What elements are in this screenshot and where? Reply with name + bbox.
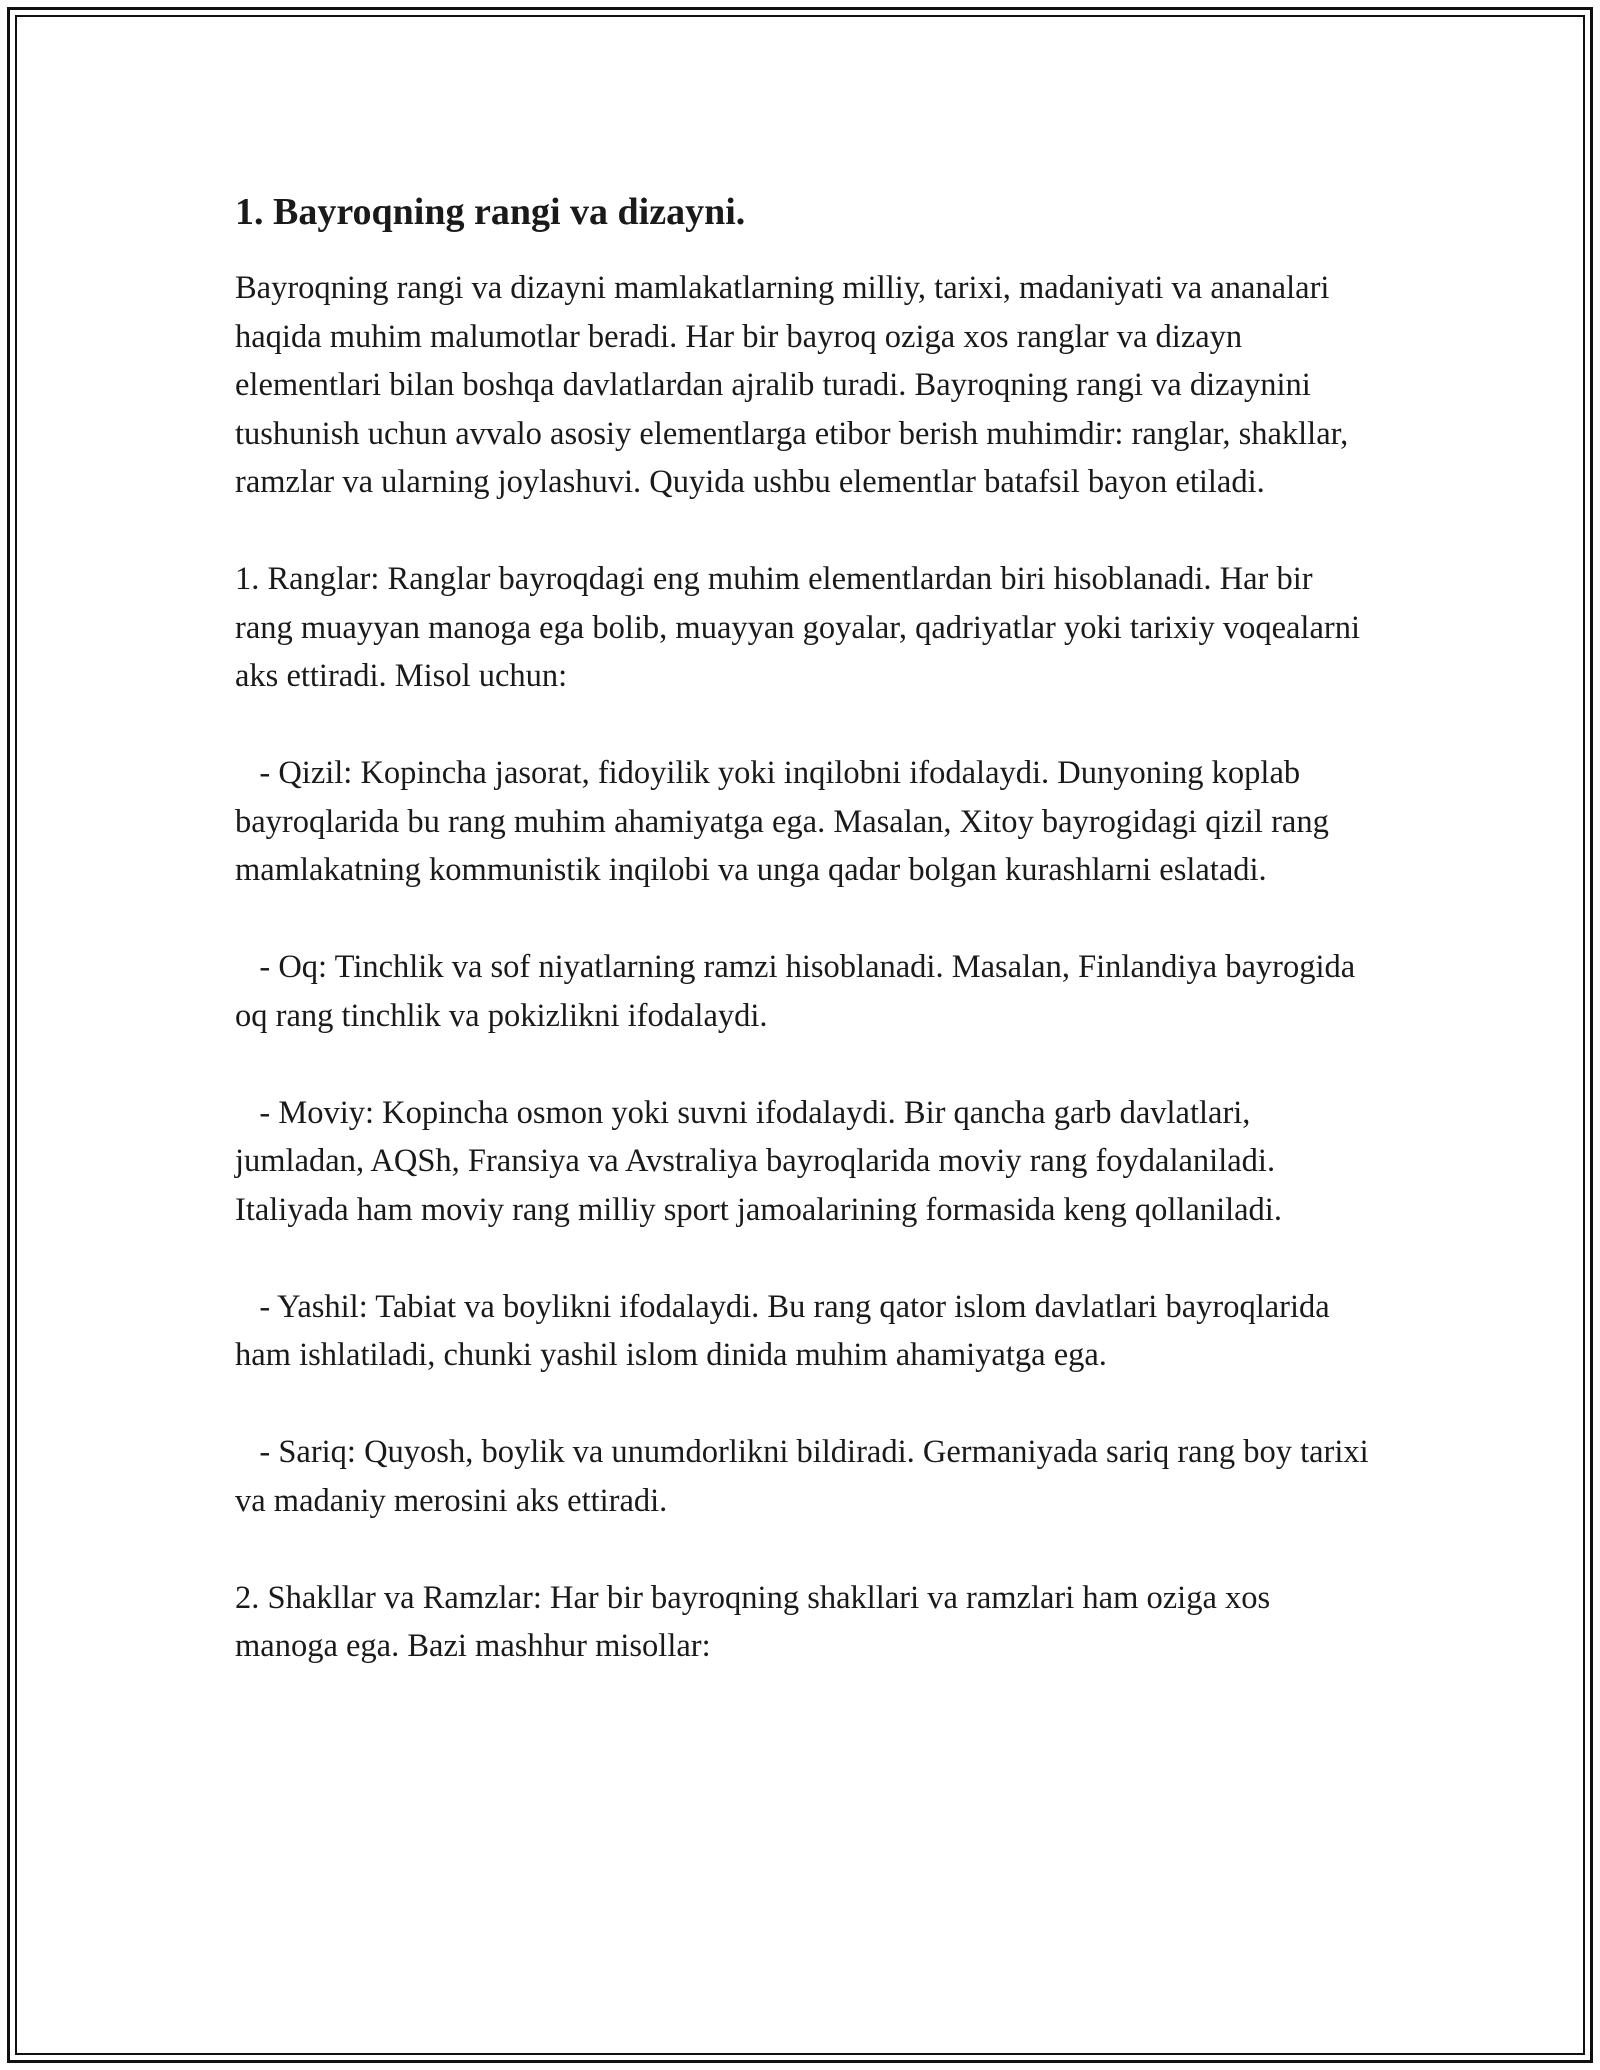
intro-paragraph: Bayroqning rangi va dizayni mamlakatlarning milliy, tarixi, madaniyati va ananalari haqida muhim malumotlar beradi. Har bir bayroq oziga xos ranglar va dizayn elementlari bilan boshqa davlatlardan ajralib turadi. Bayroqning rangi va dizaynini tushunish uchun avvalo asosiy elementlarga etibor berish muhimdir: ranglar, shakllar, ramzlar va ularning joylashuvi. Quyida ushbu elementlar batafsil bayon etiladi. [235,270,1357,500]
yellow-color-paragraph: - Sariq: Quyosh, boylik va unumdorlikni bildiradi. Germaniyada sariq rang boy tarixi va madaniy merosini aks ettiradi. [235,1434,1377,1519]
green-color-paragraph: - Yashil: Tabiat va boylikni ifodalaydi. Bu rang qator islom davlatlari bayroqlarida ham ishlatiladi, chunki yashil islom dinida muhim ahamiyatga ega. [235,1288,1338,1373]
white-color-paragraph: - Oq: Tinchlik va sof niyatlarning ramzi hisoblanadi. Masalan, Finlandiya bayrogida oq rang tinchlik va pokizlikni ifodalaydi. [235,949,1364,1034]
colors-paragraph: 1. Ranglar: Ranglar bayroqdagi eng muhim elementlardan biri hisoblanadi. Har bir rang muayyan manoga ega bolib, muayyan goyalar, qadriyatlar yoki tarixiy voqealarni aks ettiradi. Misol uchun: [235,561,1369,694]
document-body [235,186,1375,1719]
section-heading: 1. Bayroqning rangi va dizayni. [235,191,746,233]
shapes-symbols-paragraph: 2. Shakllar va Ramzlar: Har bir bayroqning shakllari va ramzlari ham oziga xos manoga ega. Bazi mashhur misollar: [235,1579,1279,1664]
red-color-paragraph: - Qizil: Kopincha jasorat, fidoyilik yoki inqilobni ifodalaydi. Dunyoning koplab bayroqlarida bu rang muhim ahamiyatga ega. Masalan, Xitoy bayrogidagi qizil rang mamlakatning kommunistik inqilobi va unga qadar bolgan kurashlarni eslatadi. [235,755,1337,888]
blue-color-paragraph: - Moviy: Kopincha osmon yoki suvni ifodalaydi. Bir qancha garb davlatlari, jumladan, AQSh, Fransiya va Avstraliya bayroqlarida moviy rang foydalaniladi. Italiyada ham moviy rang milliy sport jamoalarining formasida keng qollaniladi. [235,1094,1284,1228]
